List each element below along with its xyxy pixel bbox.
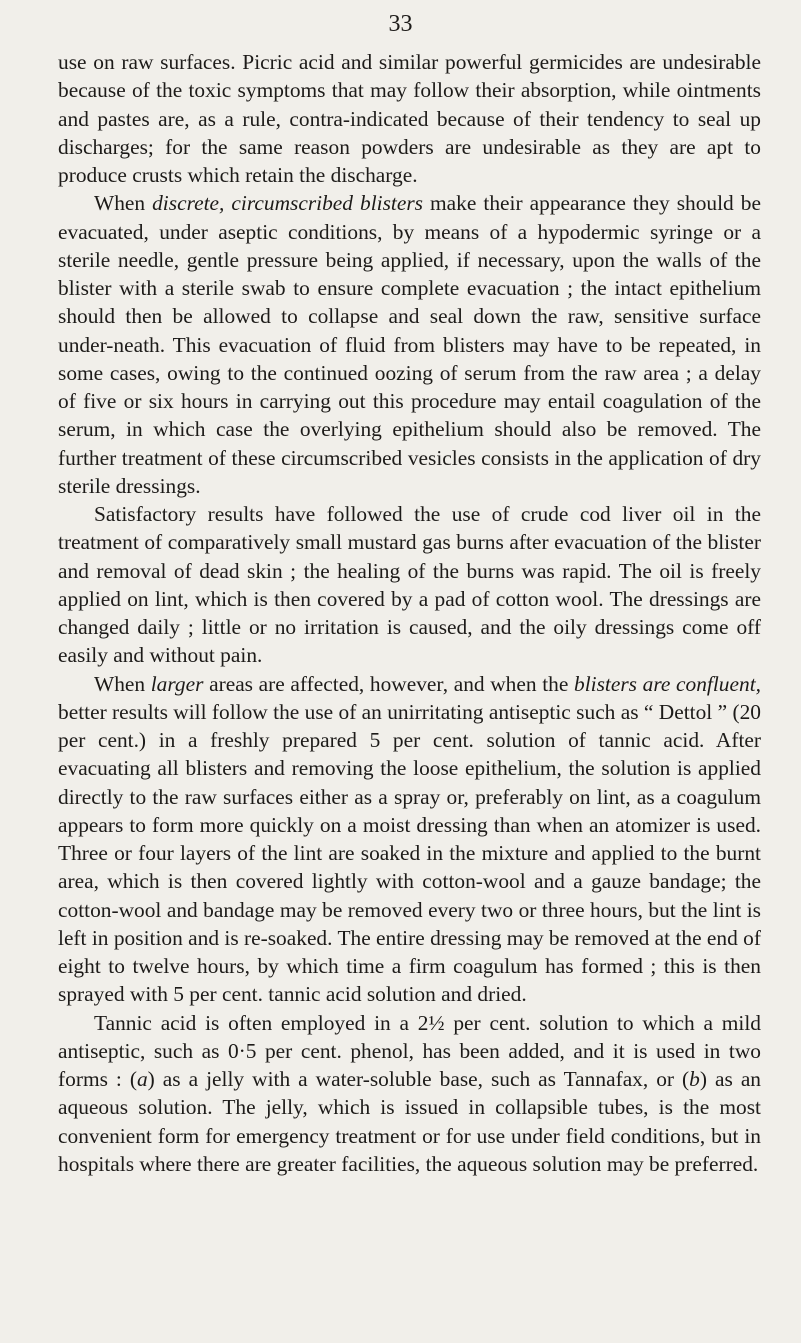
text-span: When <box>94 671 151 696</box>
paragraph <box>58 189 761 500</box>
paragraph <box>58 1009 761 1179</box>
text-span: ) as an aqueous solution. The jelly, which is issued in collapsible tubes, is the most convenient form for emergency treatment or for use under field conditions, but in hospitals where there are greater facilities, the aqueous solution may be preferred. <box>58 1067 762 1176</box>
text-span: areas are affected, however, and when the <box>203 671 575 696</box>
text-span: better results will follow the use of an unirritating antiseptic such as “ Dettol ” (20 per cent.) in a freshly prepared 5 per cent. solution of tannic acid. After evacuating all blisters and removing the loose epithelium, the solution is applied directly to the raw surfaces either as a spray or, preferably on lint, as a coagulum appears to form more quickly on a moist dressing than when an atomizer is used. Three or four layers of the lint are soaked in the mixture and applied to the burnt area, which is then covered lightly with cotton-wool and a gauze bandage; the cotton-wool and bandage may be removed every two or three hours, but the lint is left in position and is re-soaked. The entire dressing may be removed at the end of eight to twelve hours, by which time a firm coagulum has formed ; this is then sprayed with 5 per cent. tannic acid solution and dried. <box>58 699 761 1007</box>
italic-text: blisters are confluent, <box>574 671 761 696</box>
text-span: use on raw surfaces. Picric acid and similar powerful germicides are undesirable because of the toxic symptoms that may follow their absorption, while ointments and pastes are, as a rule, contra-indicated because of their tendency to seal up discharges; for the same reason powders are undesirable as they are apt to produce crusts which retain the discharge. <box>58 50 761 187</box>
body-text <box>58 48 761 1178</box>
italic-text: a <box>136 1067 148 1091</box>
paragraph <box>58 48 761 189</box>
page-number: 33 <box>388 11 413 37</box>
text-span: Satisfactory results have followed the use of crude cod liver oil in the treatment of comparatively small mustard gas burns after evacuation of the blister and removal of dead skin ; the healing of the burns was rapid. The oil is freely applied on lint, which is then covered by a pad of cotton wool. The dressings are changed daily ; little or no irritation is caused, and the oily dressings come off easily and without pain. <box>58 502 761 668</box>
paragraph <box>58 500 761 670</box>
italic-text: larger <box>150 671 204 696</box>
text-span: Tannic acid is often employed in a 2½ per cent. solution to which a mild antiseptic, such as 0·5 per cent. phenol, has been added, and it is used in two forms : ( <box>58 1010 761 1091</box>
italic-text: discrete, circumscribed blisters <box>152 191 424 216</box>
text-span: ) as a jelly with a water-soluble base, such as Tannafax, or ( <box>147 1067 690 1091</box>
paragraph <box>58 670 761 1009</box>
text-span: When <box>94 191 153 216</box>
italic-text: b <box>689 1067 700 1091</box>
text-span: make their appearance they should be evacuated, under aseptic conditions, by means of a hypodermic syringe or a sterile needle, gentle pressure being applied, if necessary, upon the walls of the blister with a sterile swab to ensure complete evacuation ; the intact epithelium should then be allowed to collapse and seal down the raw, sensitive surface under-neath. This evacuation of fluid from blisters may have to be repeated, in some cases, owing to the continued oozing of serum from the raw area ; a delay of five or six hours in carrying out this procedure may entail coagulation of the serum, in which case the overlying epithelium should also be removed. The further treatment of these circumscribed vesicles consists in the application of dry sterile dressings. <box>58 191 761 498</box>
